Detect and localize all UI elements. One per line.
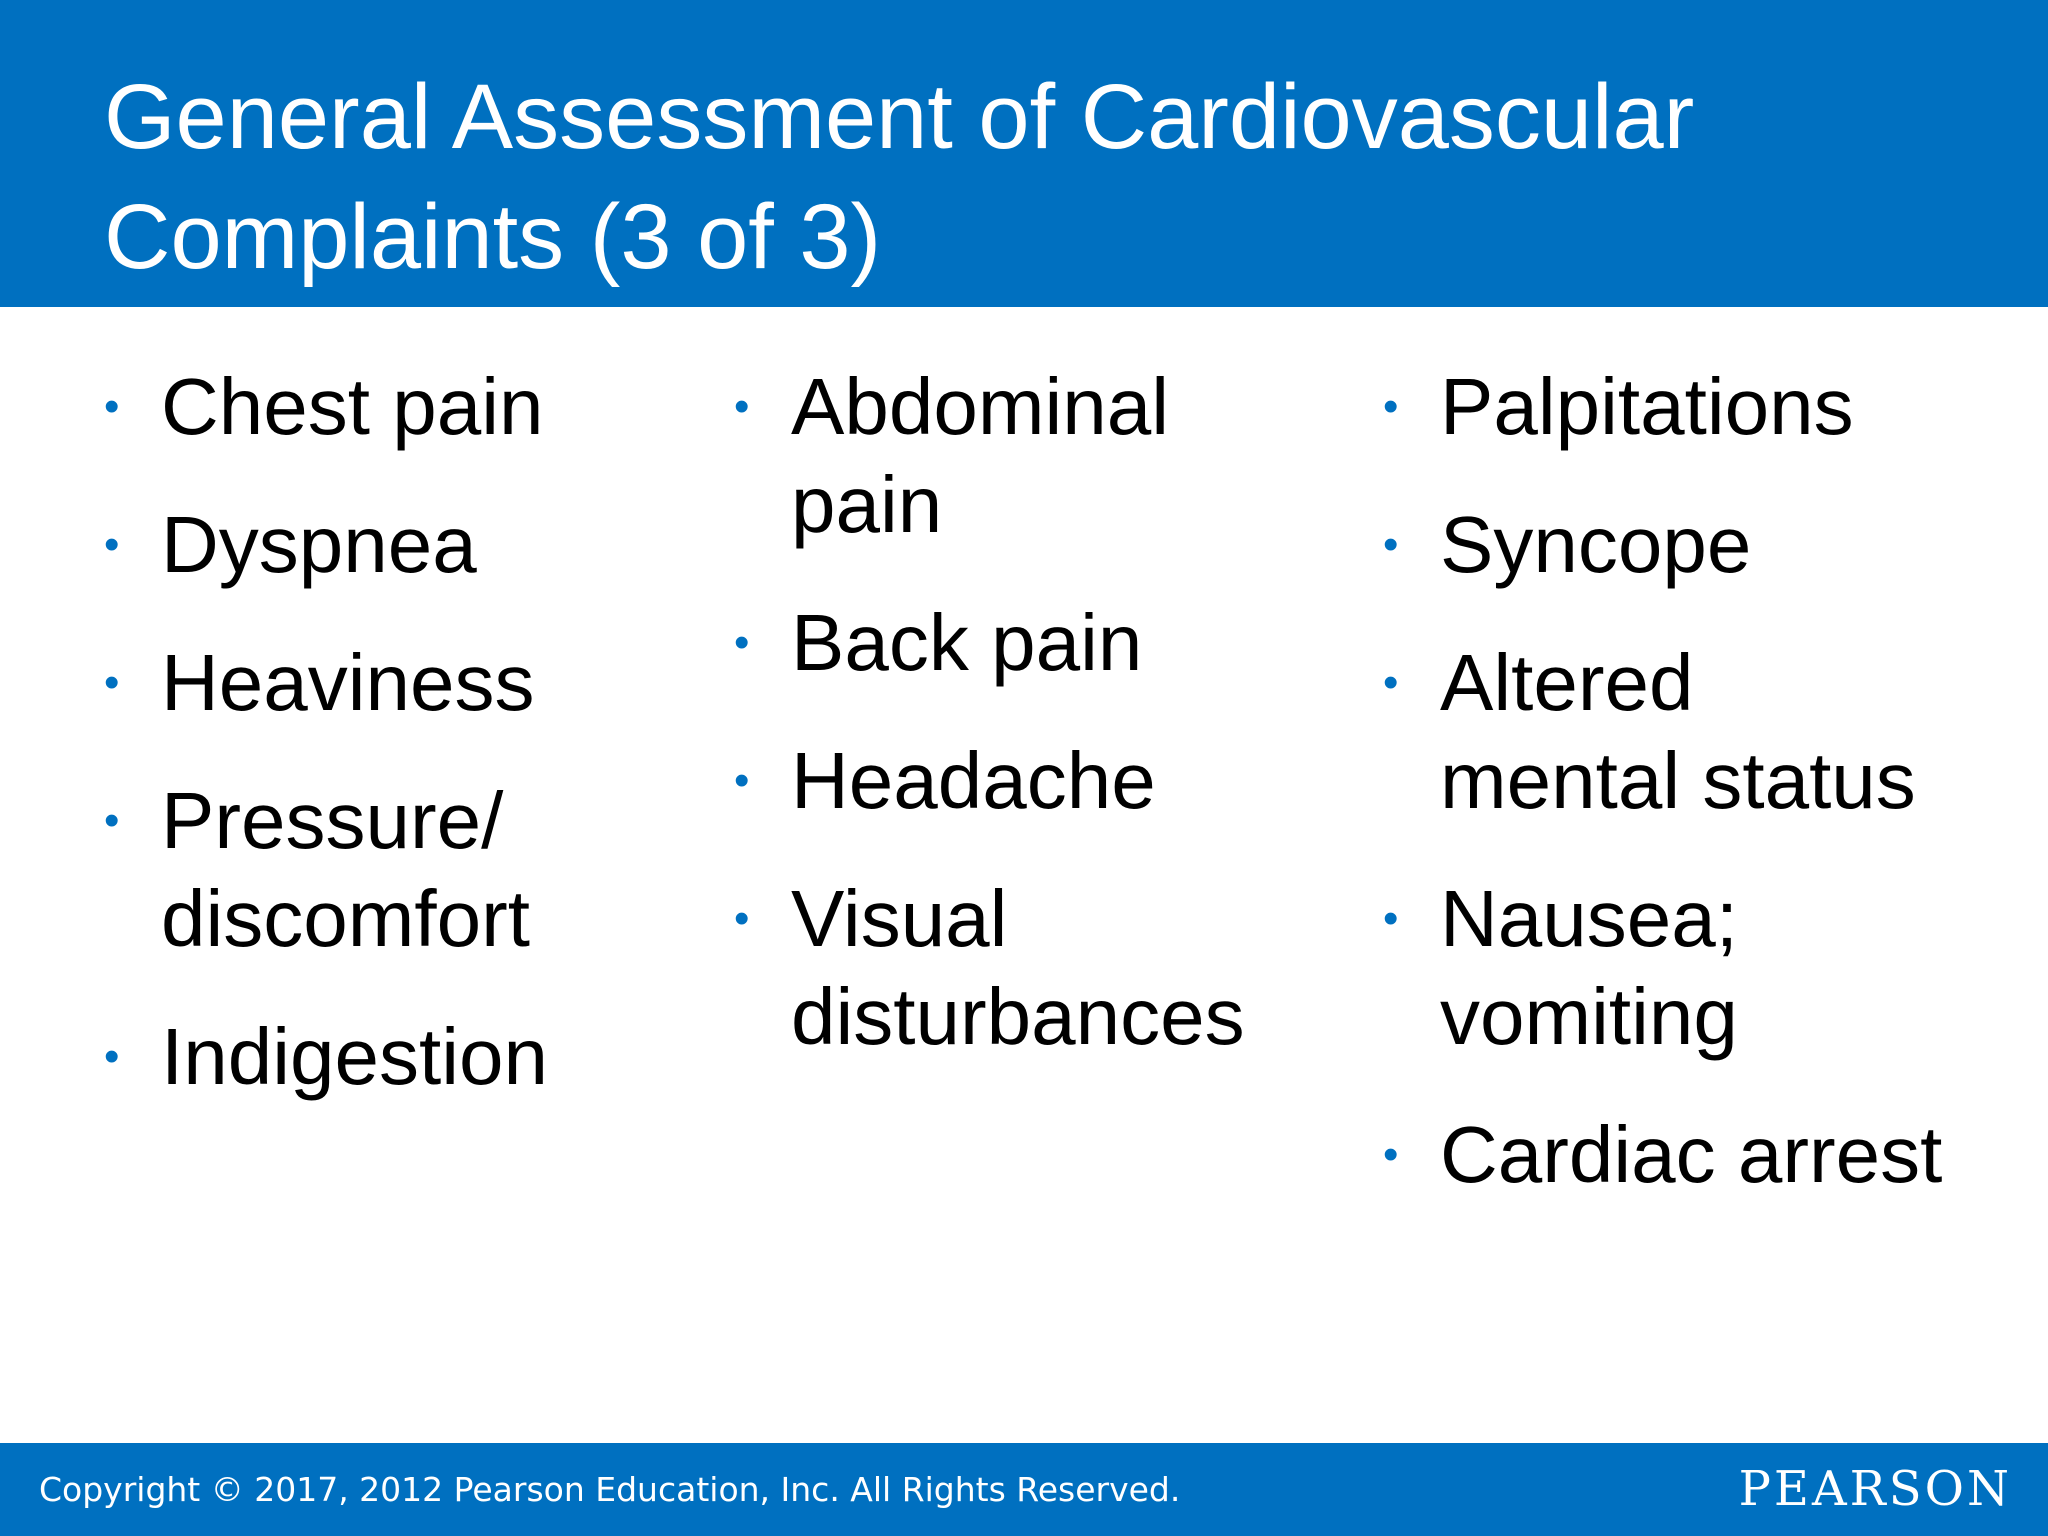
title-bar — [0, 0, 2048, 307]
bullet-icon: • — [734, 756, 750, 805]
bullet-item — [734, 594, 1294, 692]
bullet-icon: • — [1383, 1130, 1399, 1179]
bullet-text: Back pain — [791, 598, 1143, 687]
bullet-icon: • — [734, 618, 750, 667]
bullet-item — [104, 772, 664, 968]
bullet-text: Palpitations — [1440, 362, 1854, 451]
bullet-text: Altered — [1440, 638, 1694, 727]
slide-title-line: Complaints (3 of 3) — [104, 186, 882, 288]
bullet-item — [1383, 1106, 2023, 1204]
bullet-item — [104, 634, 664, 732]
bullet-text: Abdominal — [791, 362, 1170, 451]
bullet-icon: • — [104, 658, 120, 707]
bullet-icon: • — [1383, 520, 1399, 569]
bullet-item — [1383, 870, 2023, 1066]
bullet-item — [104, 358, 664, 456]
bullet-column-2 — [734, 358, 1294, 1106]
slide-title — [104, 57, 2004, 297]
bullet-text: Dyspnea — [161, 500, 477, 589]
bullet-text: Pressure/ — [161, 776, 504, 865]
bullet-icon: • — [1383, 382, 1399, 431]
bullet-item — [1383, 634, 2023, 830]
bullet-item — [734, 358, 1294, 554]
bullet-icon: • — [104, 1032, 120, 1081]
bullet-text: mental status — [1440, 736, 1916, 825]
bullet-text: disturbances — [791, 972, 1245, 1061]
bullet-icon: • — [1383, 894, 1399, 943]
bullet-text: discomfort — [161, 874, 530, 963]
bullet-icon: • — [104, 796, 120, 845]
bullet-text: vomiting — [1440, 972, 1738, 1061]
publisher-logo: PEARSON — [1738, 1461, 2012, 1517]
bullet-icon: • — [104, 520, 120, 569]
bullet-icon: • — [104, 382, 120, 431]
bullet-text: Visual — [791, 874, 1008, 963]
bullet-text: Indigestion — [161, 1012, 548, 1101]
bullet-icon: • — [1383, 658, 1399, 707]
bullet-text: pain — [791, 460, 943, 549]
bullet-text: Cardiac arrest — [1440, 1110, 1943, 1199]
bullet-icon: • — [734, 894, 750, 943]
copyright-notice: Copyright © 2017, 2012 Pearson Education, Inc. All Rights Reserved. — [39, 1470, 1181, 1509]
bullet-text: Chest pain — [161, 362, 544, 451]
footer-bar — [0, 1443, 2048, 1536]
bullet-item — [104, 496, 664, 594]
bullet-item — [104, 1008, 664, 1106]
bullet-item — [1383, 496, 2023, 594]
bullet-column-3 — [1383, 358, 2023, 1244]
bullet-item — [1383, 358, 2023, 456]
bullet-text: Syncope — [1440, 500, 1752, 589]
bullet-item — [734, 870, 1294, 1066]
bullet-text: Heaviness — [161, 638, 535, 727]
slide-title-line: General Assessment of Cardiovascular — [104, 66, 1695, 168]
bullet-text: Nausea; — [1440, 874, 1738, 963]
bullet-icon: • — [734, 382, 750, 431]
bullet-column-1 — [104, 358, 664, 1146]
bullet-item — [734, 732, 1294, 830]
bullet-text: Headache — [791, 736, 1156, 825]
